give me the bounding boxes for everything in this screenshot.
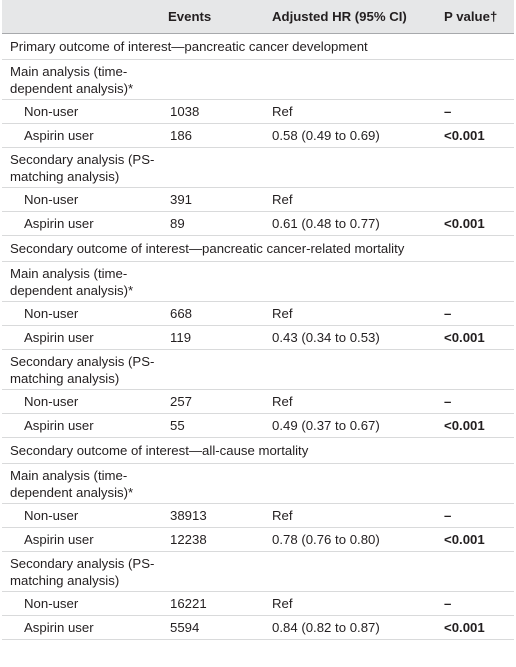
events-count: 89 (160, 211, 264, 235)
p-value: – (436, 301, 514, 325)
group-label: Non-user (2, 187, 160, 211)
p-value: – (436, 591, 514, 615)
empty-cell (160, 349, 264, 389)
empty-cell (160, 261, 264, 301)
table-row (2, 503, 514, 527)
p-value: <0.001 (436, 527, 514, 551)
analysis-label: Secondary analysis (PS-matching analysis) (2, 147, 160, 187)
analysis-group-row (2, 463, 514, 503)
analysis-group-row (2, 551, 514, 591)
empty-cell (160, 463, 264, 503)
empty-cell (436, 349, 514, 389)
group-label: Aspirin user (2, 527, 160, 551)
events-count: 5594 (160, 615, 264, 639)
p-value: <0.001 (436, 211, 514, 235)
empty-cell (160, 551, 264, 591)
table-header (2, 0, 514, 33)
adjusted-hr: 0.43 (0.34 to 0.53) (264, 325, 436, 349)
header-adjusted-hr: Adjusted HR (95% CI) (264, 0, 436, 33)
table-body (2, 33, 514, 639)
analysis-label: Main analysis (time-dependent analysis)* (2, 463, 160, 503)
adjusted-hr: 0.84 (0.82 to 0.87) (264, 615, 436, 639)
empty-cell (264, 551, 436, 591)
section-title: Primary outcome of interest—pancreatic cancer development (2, 33, 514, 59)
p-value: <0.001 (436, 615, 514, 639)
p-value (436, 187, 514, 211)
events-count: 391 (160, 187, 264, 211)
section-row (2, 33, 514, 59)
p-value: – (436, 99, 514, 123)
empty-cell (160, 147, 264, 187)
analysis-label: Secondary analysis (PS-matching analysis) (2, 551, 160, 591)
events-count: 257 (160, 389, 264, 413)
header-row (2, 0, 514, 33)
analysis-group-row (2, 59, 514, 99)
p-value: – (436, 503, 514, 527)
events-count: 1038 (160, 99, 264, 123)
group-label: Aspirin user (2, 123, 160, 147)
group-label: Aspirin user (2, 413, 160, 437)
table-row (2, 99, 514, 123)
group-label: Non-user (2, 591, 160, 615)
table-row (2, 301, 514, 325)
table-row (2, 527, 514, 551)
adjusted-hr: Ref (264, 99, 436, 123)
events-count: 16221 (160, 591, 264, 615)
header-events: Events (160, 0, 264, 33)
group-label: Aspirin user (2, 325, 160, 349)
events-count: 119 (160, 325, 264, 349)
empty-cell (436, 261, 514, 301)
section-title: Secondary outcome of interest—pancreatic cancer-related mortality (2, 235, 514, 261)
adjusted-hr: Ref (264, 187, 436, 211)
group-label: Non-user (2, 301, 160, 325)
section-row (2, 235, 514, 261)
empty-cell (160, 59, 264, 99)
empty-cell (436, 59, 514, 99)
results-table (2, 0, 514, 640)
table-row (2, 389, 514, 413)
analysis-label: Main analysis (time-dependent analysis)* (2, 59, 160, 99)
table-row (2, 615, 514, 639)
table-row (2, 413, 514, 437)
empty-cell (436, 463, 514, 503)
p-value: <0.001 (436, 123, 514, 147)
p-value: – (436, 389, 514, 413)
header-label-column (2, 0, 160, 33)
group-label: Non-user (2, 389, 160, 413)
table-row (2, 187, 514, 211)
events-count: 668 (160, 301, 264, 325)
table-row (2, 211, 514, 235)
events-count: 186 (160, 123, 264, 147)
group-label: Aspirin user (2, 211, 160, 235)
adjusted-hr: Ref (264, 389, 436, 413)
events-count: 38913 (160, 503, 264, 527)
section-row (2, 437, 514, 463)
group-label: Aspirin user (2, 615, 160, 639)
empty-cell (264, 59, 436, 99)
table-row (2, 591, 514, 615)
analysis-group-row (2, 261, 514, 301)
analysis-label: Main analysis (time-dependent analysis)* (2, 261, 160, 301)
empty-cell (264, 147, 436, 187)
events-count: 12238 (160, 527, 264, 551)
table-row (2, 123, 514, 147)
empty-cell (436, 551, 514, 591)
empty-cell (264, 261, 436, 301)
empty-cell (264, 349, 436, 389)
adjusted-hr: 0.49 (0.37 to 0.67) (264, 413, 436, 437)
table-row (2, 325, 514, 349)
analysis-group-row (2, 147, 514, 187)
p-value: <0.001 (436, 325, 514, 349)
analysis-group-row (2, 349, 514, 389)
adjusted-hr: Ref (264, 503, 436, 527)
adjusted-hr: 0.61 (0.48 to 0.77) (264, 211, 436, 235)
p-value: <0.001 (436, 413, 514, 437)
empty-cell (264, 463, 436, 503)
group-label: Non-user (2, 99, 160, 123)
adjusted-hr: 0.58 (0.49 to 0.69) (264, 123, 436, 147)
empty-cell (436, 147, 514, 187)
events-count: 55 (160, 413, 264, 437)
adjusted-hr: 0.78 (0.76 to 0.80) (264, 527, 436, 551)
adjusted-hr: Ref (264, 591, 436, 615)
group-label: Non-user (2, 503, 160, 527)
header-p-value: P value† (436, 0, 514, 33)
analysis-label: Secondary analysis (PS-matching analysis) (2, 349, 160, 389)
adjusted-hr: Ref (264, 301, 436, 325)
section-title: Secondary outcome of interest—all-cause mortality (2, 437, 514, 463)
